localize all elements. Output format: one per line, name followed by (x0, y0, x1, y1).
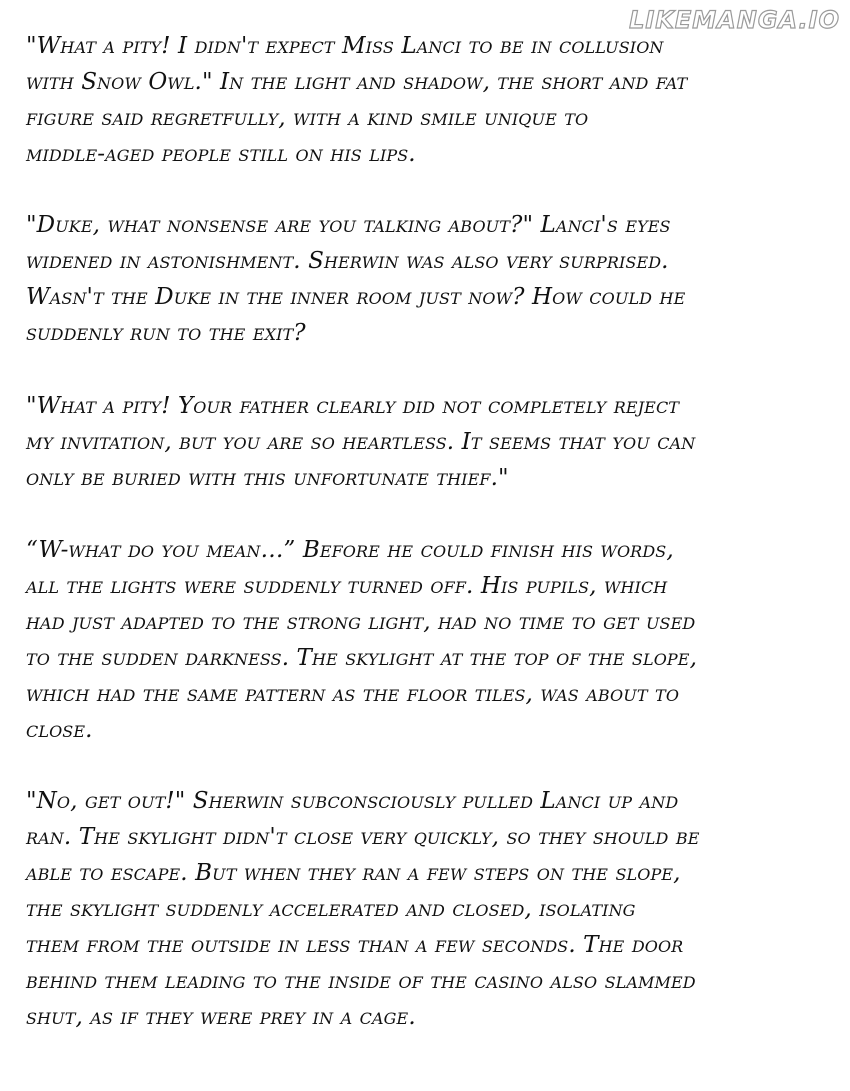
paragraph-1: "What a pity! I didn't expect Miss Lanci to be in collusion with Snow Owl." In the light and shadow, the short and fat figure said regretfully, with a kind smile unique to middle-aged people still on his lips. (26, 33, 688, 167)
paragraph-5: "No, get out!" Sherwin subconsciously pulled Lanci up and ran. The skylight didn't close very quickly, so they should be able to escape. But when they ran a few steps on the slope, the skylight suddenly accelerated and closed, isolating them from the outside in less than a few seconds. The door behind them leading to the inside of the casino also slammed shut, as if they were prey in a cage. (26, 788, 700, 1030)
site-watermark: LIKEMANGA.IO (629, 6, 840, 34)
paragraph-4: “W-what do you mean…” Before he could finish his words, all the lights were suddenly turned off. His pupils, which had just adapted to the strong light, had no time to get used to the sudden darkness. The skylight at the top of the slope, which had the same pattern as the floor tiles, was about to close. (26, 537, 697, 743)
paragraph-3: "What a pity! Your father clearly did not completely reject my invitation, but you are so heartless. It seems that you can only be buried with this unfortunate thief." (26, 393, 696, 491)
paragraph-2: "Duke, what nonsense are you talking about?" Lanci's eyes widened in astonishment. Sherwin was also very surprised. Wasn't the Duke in the inner room just now? How could he suddenly run to the exit? (26, 212, 686, 346)
